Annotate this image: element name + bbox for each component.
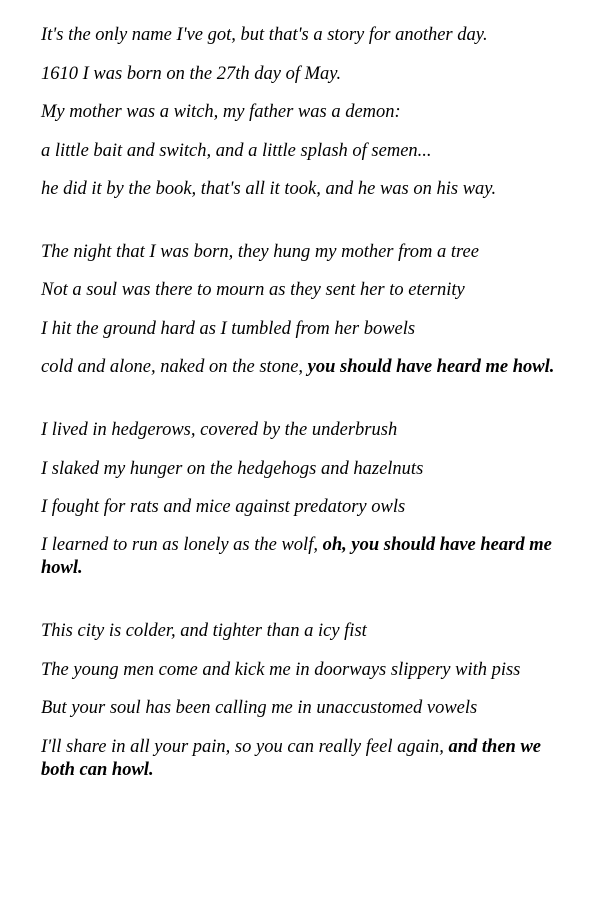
line-text: I hit the ground hard as I tumbled from her bowels — [41, 318, 416, 339]
poem-line — [41, 659, 571, 682]
poem-line — [41, 356, 571, 379]
poem-line — [41, 279, 571, 302]
line-text: I learned to run as lonely as the wolf, — [41, 535, 323, 556]
line-text: I lived in hedgerows, covered by the underbrush — [41, 420, 398, 441]
line-text: he did it by the book, that's all it took, and he was on his way. — [41, 179, 497, 199]
poem-line — [41, 318, 571, 341]
poem-line — [41, 534, 571, 580]
stanza-3 — [41, 419, 571, 580]
line-text: It's the only name I've got, but that's a story for another day. — [41, 25, 488, 45]
line-text: The young men come and kick me in doorways slippery with piss — [41, 659, 521, 680]
line-text: The night that I was born, they hung my mother from a tree — [41, 242, 479, 262]
poem-line — [41, 178, 571, 201]
poem — [41, 24, 571, 822]
poem-line — [41, 101, 571, 124]
line-text: I fought for rats and mice against predatory owls — [41, 496, 406, 517]
poem-line — [41, 620, 571, 643]
line-text: But your soul has been calling me in unaccustomed vowels — [41, 698, 478, 719]
poem-line — [41, 697, 571, 720]
line-text: 1610 I was born on the 27th day of May. — [41, 63, 342, 84]
line-text: I slaked my hunger on the hedgehogs and hazelnuts — [41, 458, 424, 479]
line-text: This city is colder, and tighter than a icy fist — [41, 621, 367, 642]
stanza-2 — [41, 241, 571, 379]
poem-line — [41, 736, 571, 782]
refrain-text: and then we both can howl. — [41, 736, 542, 780]
refrain-text: oh, you should have heard me howl. — [41, 535, 552, 579]
stanza-1 — [41, 24, 571, 201]
poem-line — [41, 496, 571, 519]
refrain-text: you should have heard me howl. — [307, 357, 555, 378]
poem-line — [41, 140, 571, 163]
line-text: My mother was a witch, my father was a demon: — [41, 102, 401, 122]
poem-line — [41, 419, 571, 442]
poem-line — [41, 63, 571, 86]
poem-line — [41, 24, 571, 47]
line-text: a little bait and switch, and a little splash of semen... — [41, 140, 432, 161]
stanza-4 — [41, 620, 571, 781]
line-text: I'll share in all your pain, so you can really feel again, — [41, 736, 449, 757]
line-text: cold and alone, naked on the stone, — [41, 357, 308, 378]
poem-line — [41, 458, 571, 481]
line-text: Not a soul was there to mourn as they sent her to eternity — [41, 280, 465, 301]
poem-line — [41, 241, 571, 264]
